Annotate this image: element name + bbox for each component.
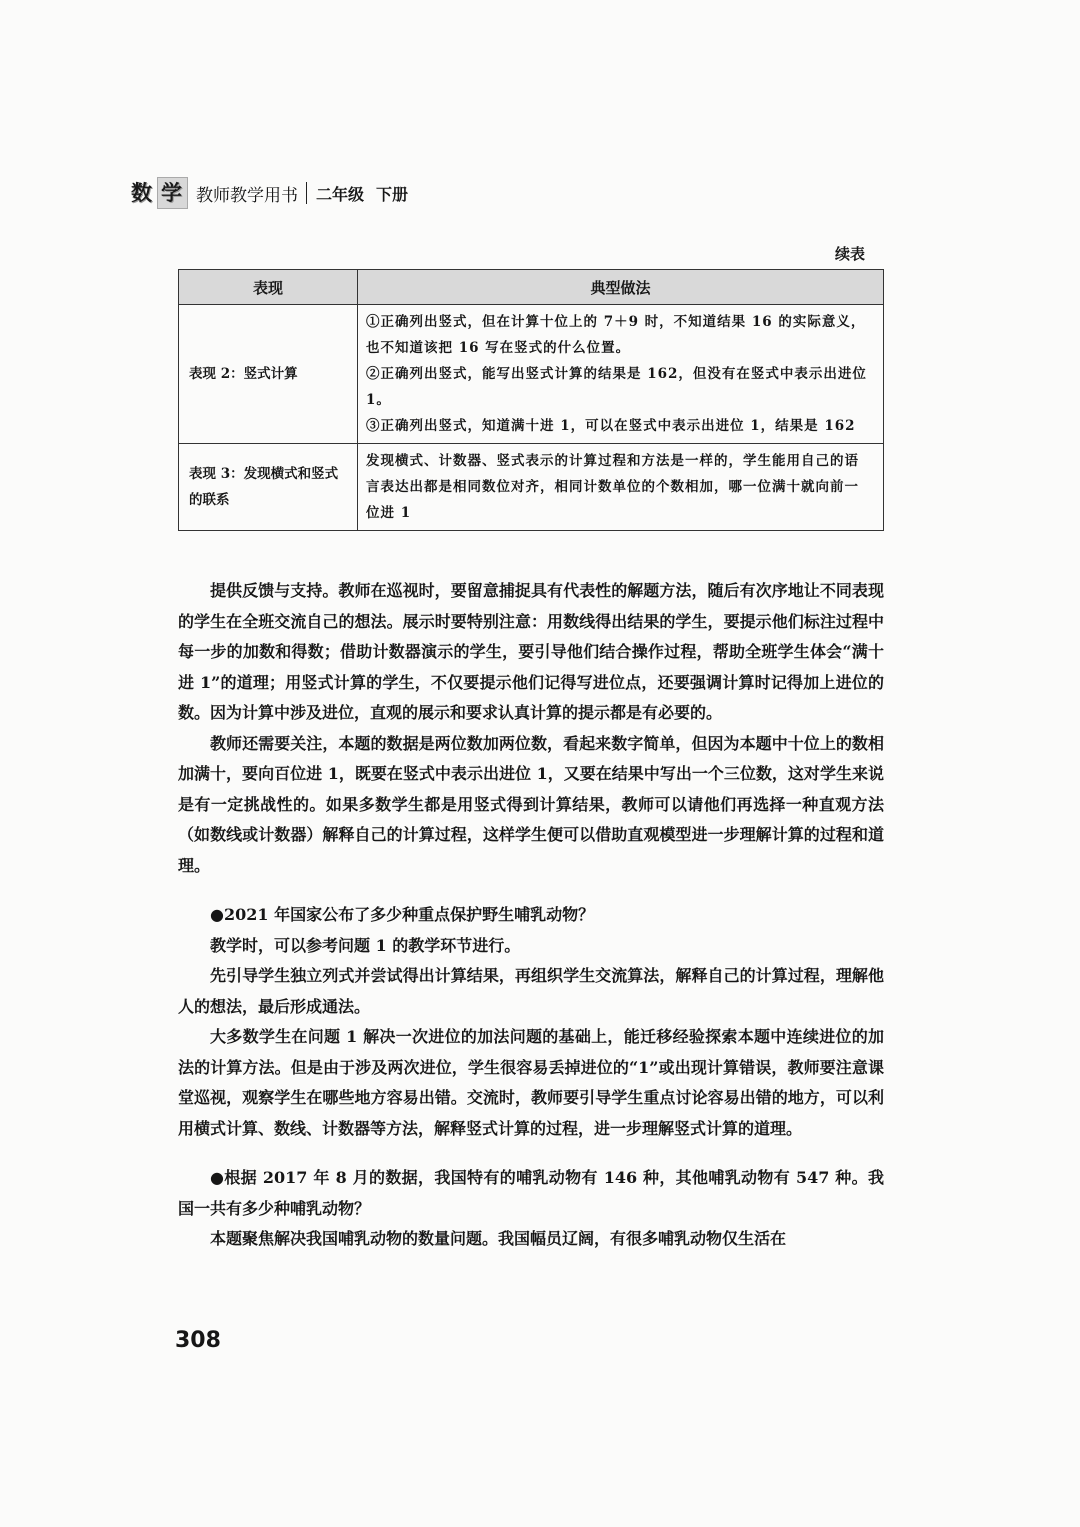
book-title: 教师教学用书 <box>196 185 298 206</box>
paragraph: 先引导学生独立列式并尝试得出计算结果，再组织学生交流算法，解释自己的计算过程，理解他人的想法，最后形成通法。 <box>178 966 884 1016</box>
paragraph: 本题聚焦解决我国哺乳动物的数量问题。我国幅员辽阔，有很多哺乳动物仅生活在 <box>210 1229 787 1248</box>
page-number: 308 <box>175 1328 221 1353</box>
table-row <box>179 305 884 444</box>
question-heading: ●2021 年国家公布了多少种重点保护野生哺乳动物？ <box>210 905 595 924</box>
paragraph: 教学时，可以参考问题 1 的教学环节进行。 <box>210 935 521 955</box>
paragraph: 大多数学生在问题 1 解决一次进位的加法问题的基础上，能迁移经验探索本题中连续进位的加法的计算方法。但是由于涉及两次进位，学生很容易丢掉进位的“1”或出现计算错误，教师要注意课堂巡视，观察学生在哪些地方容易出错。交流时，教师要引导学生重点讨论容易出错的地方，可以利用横式计算、数线、计数器等方法，解释竖式计算的过程，进一步理解竖式计算的道理。 <box>178 1027 884 1138</box>
paragraph <box>178 576 884 729</box>
practice-item: ②正确列出竖式，能写出竖式计算的结果是 162，但没有在竖式中表示出进位 1。 <box>366 366 867 408</box>
body-text <box>178 576 884 1255</box>
table-cell-label: 表现 2：竖式计算 <box>179 305 358 444</box>
header-divider <box>306 182 307 204</box>
practice-item: 发现横式、计数器、竖式表示的计算过程和方法是一样的，学生能用自己的语言表达出都是相同数位对齐，相同计数单位的个数相加，哪一位满十就向前一位进 1 <box>366 453 859 521</box>
table-header-row <box>179 270 884 305</box>
performance-table <box>178 269 884 531</box>
page-header <box>128 176 408 210</box>
table-header-cell: 表现 <box>179 270 358 305</box>
practice-item: ①正确列出竖式，但在计算十位上的 7＋9 时，不知道结果 16 的实际意义，也不知道该把 16 写在竖式的什么位置。 <box>366 314 866 356</box>
table-cell-label: 表现 3：发现横式和竖式的联系 <box>179 444 358 531</box>
paragraph: 教师还需要关注，本题的数据是两位数加两位数，看起来数字简单，但因为本题中十位上的数相加满十，要向百位进 1，既要在竖式中表示出进位 1，又要在结果中写出一个三位数，这对学生来说是有一定挑战性的。如果多数学生都是用竖式得到计算结果，教师可以请他们再选择一种直观方法（如数线或计数器）解释自己的计算过程，这样学生便可以借助直观模型进一步理解计算的过程和道理。 <box>178 733 884 875</box>
table-row <box>179 444 884 531</box>
grade-label: 二年级 <box>316 184 365 204</box>
paragraph-text: 教师在巡视时，要留意捕捉具有代表性的解题方法，随后有次序地让不同表现的学生在全班交流自己的想法。展示时要特别注意：用数线得出结果的学生，要提示他们标注过程中每一步的加数和得数；借助计数器演示的学生，要引导他们结合操作过程，帮助全班学生体会“满十进 1”的道理；用竖式计算的学生，不仅要提示他们记得写进位点，还要强调计算时记得加上进位的数。因为计算中涉及进位，直观的展示和要求认真计算的提示都是有必要的。 <box>178 581 884 722</box>
table-cell-practice <box>358 444 884 531</box>
math-logo <box>128 177 188 209</box>
paragraph-lead: 提供反馈与支持。 <box>210 581 339 600</box>
practice-item: ③正确列出竖式，知道满十进 1，可以在竖式中表示出进位 1，结果是 162 <box>366 418 856 434</box>
question-heading: ●根据 2017 年 8 月的数据，我国特有的哺乳动物有 146 种，其他哺乳动物有 547 种。我国一共有多少种哺乳动物？ <box>178 1168 884 1218</box>
volume-label: 下册 <box>376 184 409 204</box>
continued-table-label: 续表 <box>834 245 865 263</box>
table-cell-practice <box>358 305 884 444</box>
table-header-cell: 典型做法 <box>358 270 884 305</box>
logo-char: 数 <box>131 181 154 205</box>
logo-char: 学 <box>157 177 188 209</box>
